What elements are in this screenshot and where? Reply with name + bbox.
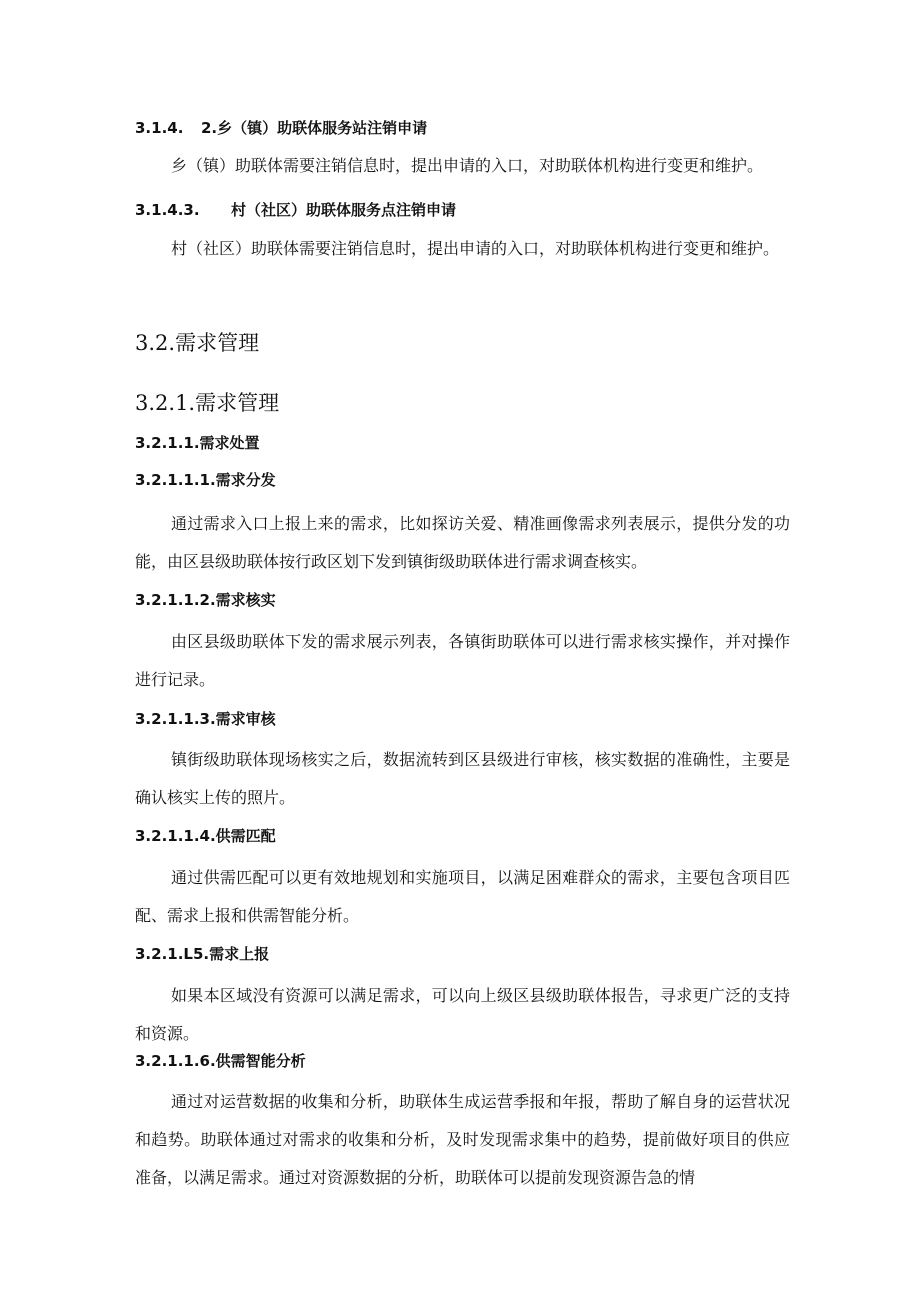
paragraph-smart-analysis: 通过对运营数据的收集和分析，助联体生成运营季报和年报，帮助了解自身的运营状况和趋势。助联体通过对需求的收集和分析，及时发现需求集中的趋势，提前做好项目的供应准备，以满足需求。通过对资源数据的分析，助联体可以提前发现资源告急的情: [135, 1092, 790, 1187]
paragraph-demand-distribution: 通过需求入口上报上来的需求，比如探访关爱、精准画像需求列表展示，提供分发的功能，由区县级助联体按行政区划下发到镇街级助联体进行需求调查核实。: [135, 514, 790, 571]
heading-3-2: 3.2.需求管理: [135, 331, 260, 355]
heading-3-2-1-1-1: 3.2.1.1.1.需求分发: [135, 471, 276, 489]
heading-3-2-1-1-4: 3.2.1.1.4.供需匹配: [135, 827, 276, 845]
heading-3-2-1-1-6: 3.2.1.1.6.供需智能分析: [135, 1052, 306, 1070]
paragraph-demand-report: 如果本区域没有资源可以满足需求，可以向上级区县级助联体报告，寻求更广泛的支持和资源。: [135, 986, 790, 1043]
heading-3-2-1-1: 3.2.1.1.需求处置: [135, 434, 260, 452]
heading-number: 3.1.4.3.: [135, 201, 200, 219]
paragraph-demand-review: 镇街级助联体现场核实之后，数据流转到区县级进行审核，核实数据的准确性，主要是确认核实上传的照片。: [135, 750, 790, 807]
paragraph-supply-demand-matching: 通过供需匹配可以更有效地规划和实施项目，以满足困难群众的需求，主要包含项目匹配、需求上报和供需智能分析。: [135, 868, 790, 925]
heading-3-2-1-1-5: 3.2.1.L5.需求上报: [135, 945, 270, 963]
paragraph-township-cancel: 乡（镇）助联体需要注销信息时，提出申请的入口，对助联体机构进行变更和维护。: [171, 156, 764, 175]
paragraph-demand-verification: 由区县级助联体下发的需求展示列表，各镇街助联体可以进行需求核实操作，并对操作进行记录。: [135, 632, 790, 689]
heading-3-2-1-1-2: 3.2.1.1.2.需求核实: [135, 591, 276, 609]
heading-3-2-1: 3.2.1.需求管理: [135, 391, 280, 415]
heading-number: 3.1.4.: [135, 119, 184, 137]
heading-title: 2.乡（镇）助联体服务站注销申请: [201, 119, 428, 137]
heading-title: 村（社区）助联体服务点注销申请: [231, 201, 457, 219]
paragraph-village-cancel: 村（社区）助联体需要注销信息时，提出申请的入口，对助联体机构进行变更和维护。: [171, 239, 780, 258]
heading-3-2-1-1-3: 3.2.1.1.3.需求审核: [135, 710, 276, 728]
heading-3-1-4-2: [135, 118, 427, 138]
heading-3-1-4-3: [135, 200, 456, 220]
